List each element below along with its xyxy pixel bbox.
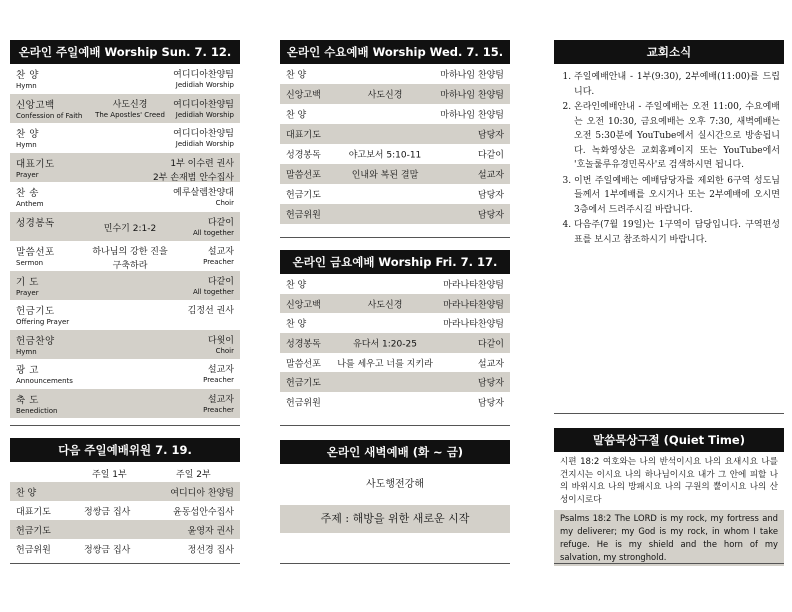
order-item-leader: 담당자 [477, 398, 504, 409]
order-item-leader-line: Jedidiah Worship [175, 81, 234, 89]
order-item-leader-line: 다윗이 [207, 335, 234, 346]
order-item-label [16, 274, 39, 297]
order-item-leader-line: Choir [215, 346, 234, 355]
order-item-korean: 광 고 [16, 365, 39, 376]
order-row [10, 300, 240, 330]
order-item-detail-line: 민수기 2:1-2 [103, 223, 157, 234]
order-row [10, 330, 240, 360]
order-item-english: Hymn [16, 141, 37, 149]
service1-member: 정쌍금 집사 [84, 545, 131, 555]
order-item-korean: 찬 양 [16, 70, 39, 81]
order-row [10, 182, 240, 212]
dawn-worship-theme: 주제 : 해방을 위한 새로운 시작 [280, 505, 510, 533]
order-item-label [16, 156, 55, 179]
order-item-english: Offering Prayer [16, 318, 70, 326]
service1-member: 정쌍금 집사 [84, 507, 131, 517]
order-item-leader-line: Jedidiah Worship [175, 140, 234, 148]
divider [554, 563, 784, 564]
dawn-worship-book: 사도행전강해 [366, 479, 424, 490]
order-item-leader: 다같이 [477, 339, 504, 350]
order-item-detail-line: The Apostles' Creed [95, 110, 165, 119]
order-item-label: 헌금기도 [286, 190, 321, 201]
order-item-leader: 담당자 [477, 190, 504, 201]
church-news-item: 4. 다음주(7월 19일)는 1구역이 담당입니다. 구역편성표를 보시고 참조하시기 바랍니다. [574, 218, 780, 247]
order-item-detail [70, 244, 190, 271]
order-item-leader [173, 67, 234, 89]
order-row [10, 212, 240, 242]
order-item-leader: 마라나타찬양팀 [443, 280, 504, 291]
order-item-leader: 마하나임 찬양팀 [440, 70, 504, 81]
order-item-label [16, 215, 55, 229]
order-item-label: 찬 양 [286, 319, 307, 330]
service2-column-label: 주일 2부 [176, 470, 211, 480]
committee-row [10, 539, 240, 558]
order-item-leader [173, 185, 234, 207]
church-news-title: 교회소식 [554, 40, 784, 64]
order-item-label: 성경봉독 [286, 339, 321, 350]
order-item-english: Prayer [16, 288, 39, 297]
order-item-leader [193, 274, 234, 296]
next-week-column-header [10, 462, 240, 482]
order-item-leader-line: 여디디아찬양팀 [173, 99, 234, 110]
order-item-leader-line: Preacher [203, 258, 234, 266]
order-item-detail: 야고보서 5:10-11 [348, 150, 422, 161]
service2-member: 여디디아 찬양팀 [170, 488, 234, 498]
quiet-time-title: 말씀묵상구절 (Quiet Time) [554, 428, 784, 452]
order-item-label: 찬 양 [286, 280, 307, 291]
order-item-leader: 마라나타찬양팀 [443, 319, 504, 330]
order-item-leader [203, 392, 234, 414]
order-item-leader-line: 다같이 [207, 217, 234, 228]
order-item-detail: 인내와 복된 결말 [351, 170, 419, 181]
dawn-worship-panel [280, 0, 510, 533]
order-item-leader: 다같이 [477, 150, 504, 161]
next-week-list [10, 482, 240, 558]
order-item-leader [188, 303, 234, 316]
order-item-detail-line: 구축하라 [112, 261, 148, 271]
service2-member: 윤영자 권사 [187, 526, 234, 536]
order-item-label [16, 244, 55, 267]
order-item-label [16, 333, 55, 356]
order-item-label: 말씀선포 [286, 170, 321, 181]
order-item-leader [208, 333, 234, 355]
order-item-label: 대표기도 [286, 130, 321, 141]
next-week-title: 다음 주일예배위원 7. 19. [10, 438, 240, 462]
divider [10, 425, 240, 426]
order-row [10, 359, 240, 389]
friday-worship-title: 온라인 금요예배 Worship Fri. 7. 17. [280, 250, 510, 274]
church-news-item: 1. 주일예배안내 - 1부(9:30), 2부예배(11:00)를 드립니다. [574, 70, 780, 99]
order-item-leader [203, 362, 234, 384]
order-item-detail [70, 97, 190, 119]
sunday-worship-panel [10, 0, 240, 418]
sunday-order-list [10, 64, 240, 418]
order-item-leader-line: 여디디아찬양팀 [173, 70, 234, 80]
order-item-korean: 헌금기도 [16, 306, 55, 317]
order-item-label [16, 303, 69, 326]
order-item-detail-line: 하나님의 강한 진을 [92, 247, 168, 257]
order-item-leader-line: 설교자 [207, 247, 234, 257]
order-item-label: 헌금위원 [286, 398, 321, 409]
order-item-label: 찬 양 [286, 70, 307, 81]
order-item-leader-line: 1부 이수련 권사 [170, 158, 234, 169]
order-item-korean: 성경봉독 [16, 217, 55, 229]
order-item-label: 헌금기도 [286, 378, 321, 389]
service1-column-label: 주일 1부 [92, 470, 127, 480]
order-item-korean: 찬 양 [16, 129, 39, 140]
order-item-leader [193, 215, 234, 237]
order-item-label: 찬 양 [286, 110, 307, 121]
order-item-korean: 기 도 [16, 276, 39, 288]
committee-row [10, 482, 240, 501]
order-item-leader: 마하나임 찬양팀 [440, 110, 504, 121]
order-item-label: 헌금위원 [286, 210, 321, 221]
order-item-detail: 유다서 1:20-25 [353, 339, 417, 350]
church-news-item: 3. 이번 주일예배는 예배담당자를 제외한 6구역 성도님들께서 1부예배를 오시거나 또는 2부예배에 오시면 3층에서 드려주시길 바랍니다. [574, 174, 780, 218]
order-item-english: Hymn [16, 82, 37, 90]
order-item-english: Confession of Faith [16, 111, 83, 120]
order-item-detail [70, 221, 190, 234]
order-item-label: 신앙고백 [286, 300, 321, 311]
order-item-leader-line: 설교자 [207, 365, 234, 375]
order-item-leader-line: 2부 손재범 안수집사 [152, 172, 234, 183]
order-item-leader: 담당자 [477, 210, 504, 221]
order-item-english: Announcements [16, 377, 73, 385]
order-item-label [16, 67, 39, 90]
order-item-leader-line: 여디디아찬양팀 [173, 129, 234, 139]
order-item-leader-line: 김정선 권사 [187, 306, 234, 316]
order-item-label: 성경봉독 [286, 150, 321, 161]
divider [280, 563, 510, 564]
order-item-korean: 찬 송 [16, 188, 39, 199]
order-row [10, 271, 240, 301]
sunday-worship-title: 온라인 주일예배 Worship Sun. 7. 12. [10, 40, 240, 64]
order-item-label [16, 126, 39, 149]
order-item-leader-line: 설교자 [207, 394, 234, 405]
order-item-label [16, 362, 73, 385]
order-item-korean: 대표기도 [16, 158, 55, 170]
order-item-leader: 설교자 [477, 359, 504, 370]
quiet-time-panel [554, 0, 784, 566]
committee-row [10, 520, 240, 539]
order-item-leader-line: 다같이 [207, 276, 234, 287]
committee-role: 대표기도 [16, 507, 51, 517]
order-item-label: 신앙고백 [286, 90, 321, 101]
order-row [10, 153, 240, 183]
committee-row [10, 501, 240, 520]
order-item-english: Sermon [16, 259, 44, 267]
committee-role: 헌금위원 [16, 545, 51, 555]
order-item-korean: 신앙고백 [16, 99, 55, 111]
order-item-leader-line: Jedidiah Worship [175, 110, 234, 119]
order-item-english: Hymn [16, 347, 37, 356]
service2-member: 윤동섭안수집사 [173, 507, 234, 517]
quiet-time-korean: 시편 18:2 여호와는 나의 반석이시요 나의 요새시요 나를 건지시는 이시요 나의 하나님이시요 내가 그 안에 피할 나의 바위시요 나의 방패시요 나의 구원의 뿔이시요 나의 산성이시로다 [560, 457, 778, 505]
order-item-leader-line: 예루살렘찬양대 [173, 188, 234, 198]
quiet-time-english: Psalms 18:2 The LORD is my rock, my fortress and my deliverer; my God is my rock, in whom I take refuge. He is my shield and the horn of my salvation, my stronghold. [554, 510, 784, 566]
order-item-detail: 사도신경 [367, 300, 403, 311]
committee-role: 찬 양 [16, 488, 37, 498]
order-row [10, 94, 240, 124]
order-item-english: Prayer [16, 170, 39, 179]
service2-member: 정선경 집사 [187, 545, 234, 555]
order-item-leader-line: Preacher [203, 376, 234, 384]
order-item-english: Anthem [16, 200, 44, 208]
order-item-detail: 사도신경 [367, 90, 403, 101]
church-news-item: 2. 온라인예배안내 - 주일예배는 오전 11:00, 수요예배는 오전 10:30, 금요예배는 오후 7:30, 새벽예배는 오전 5:30분에 YouTube에서 실시간으로 방송됩니다. 녹화영상은 교회홈페이지 또는 YouTube에서 '호놀룰루유경민목사'로 검색하시면 됩니다. [574, 100, 780, 173]
order-row [10, 64, 240, 94]
order-item-label: 말씀선포 [286, 359, 321, 370]
divider [10, 563, 240, 564]
order-item-leader: 담당자 [477, 130, 504, 141]
order-item-leader: 설교자 [477, 170, 504, 181]
order-item-detail: 나를 세우고 너를 지키라 [337, 359, 433, 370]
order-item-leader: 마라나타찬양팀 [443, 300, 504, 311]
order-item-korean: 헌금찬양 [16, 335, 55, 347]
order-row [10, 241, 240, 271]
order-row [10, 389, 240, 419]
order-item-leader [153, 156, 234, 183]
order-item-leader-line: All together [192, 287, 234, 296]
order-item-label [16, 392, 58, 415]
order-item-leader: 마하나임 찬양팀 [440, 90, 504, 101]
wednesday-worship-title: 온라인 수요예배 Worship Wed. 7. 15. [280, 40, 510, 64]
order-item-leader-line: Choir [215, 199, 234, 207]
order-item-korean: 말씀선포 [16, 247, 55, 258]
order-row [10, 123, 240, 153]
order-item-korean: 축 도 [16, 394, 39, 406]
order-item-leader [173, 126, 234, 148]
dawn-worship-title: 온라인 새벽예배 (화 ~ 금) [280, 440, 510, 464]
order-item-leader [173, 97, 234, 119]
order-item-english: Benediction [16, 406, 58, 415]
order-item-leader: 담당자 [477, 378, 504, 389]
order-item-detail-line: 사도신경 [112, 99, 148, 110]
order-item-leader [203, 244, 234, 266]
order-item-leader-line: Preacher [203, 405, 234, 414]
committee-role: 헌금기도 [16, 526, 51, 536]
order-item-label [16, 185, 44, 208]
order-item-leader-line: All together [192, 228, 234, 237]
